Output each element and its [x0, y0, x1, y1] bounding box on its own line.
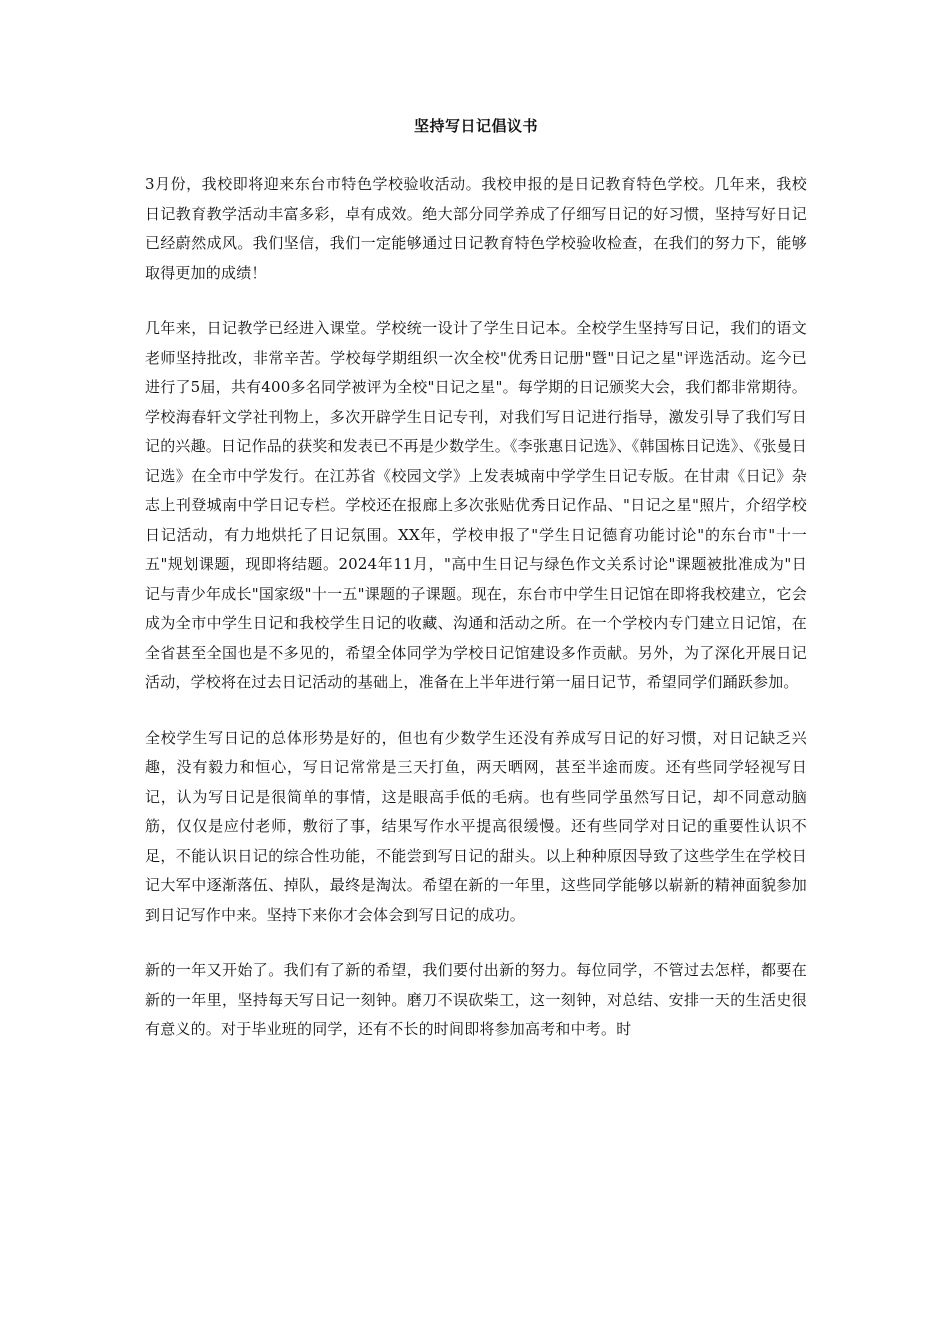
document-page	[145, 0, 807, 1344]
paragraph-1: 3月份，我校即将迎来东台市特色学校验收活动。我校申报的是日记教育特色学校。几年来，我校日记教育教学活动丰富多彩，卓有成效。绝大部分同学养成了仔细写日记的好习惯，坚持写好日记已经蔚然成风。我们坚信，我们一定能够通过日记教育特色学校验收检查，在我们的努力下，能够取得更加的成绩！	[145, 175, 807, 282]
paragraph-2: 几年来，日记教学已经进入课堂。学校统一设计了学生日记本。全校学生坚持写日记，我们的语文老师坚持批改，非常辛苦。学校每学期组织一次全校"优秀日记册"暨"日记之星"评选活动。迄今已进行了5届，共有400多名同学被评为全校"日记之星"。每学期的日记颁奖大会，我们都非常期待。学校海春轩文学社刊物上，多次开辟学生日记专刊，对我们写日记进行指导，激发引导了我们写日记的兴趣。日记作品的获奖和发表已不再是少数学生。《李张惠日记选》、《韩国栋日记选》、《张曼日记选》在全市中学发行。在江苏省《校园文学》上发表城南中学学生日记专版。在甘肃《日记》杂志上刊登城南中学日记专栏。学校还在报廊上多次张贴优秀日记作品、"日记之星"照片，介绍学校日记活动，有力地烘托了日记氛围。XX年，学校申报了"学生日记德育功能讨论"的东台市"十一五"规划课题，现即将结题。2024年11月，"高中生日记与绿色作文关系讨论"课题被批准成为"日记与青少年成长"国家级"十一五"课题的子课题。现在，东台市中学生日记馆在即将我校建立，它会成为全市中学生日记和我校学生日记的收藏、沟通和活动之所。在一个学校内专门建立日记馆，在全省甚至全国也是不多见的，希望全体同学为学校日记馆建设多作贡献。另外，为了深化开展日记活动，学校将在过去日记活动的基础上，准备在上半年进行第一届日记节，希望同学们踊跃参加。	[145, 319, 807, 691]
document-title: 坚持写日记倡议书	[413, 117, 538, 135]
paragraph-3: 全校学生写日记的总体形势是好的，但也有少数学生还没有养成写日记的好习惯，对日记缺乏兴趣，没有毅力和恒心，写日记常常是三天打鱼，两天晒网，甚至半途而废。还有些同学轻视写日记，认为写日记是很简单的事情，这是眼高手低的毛病。也有些同学虽然写日记，却不同意动脑筋，仅仅是应付老师，敷衍了事，结果写作水平提高很缓慢。还有些同学对日记的重要性认识不足，不能认识日记的综合性功能，不能尝到写日记的甜头。以上种种原因导致了这些学生在学校日记大军中逐渐落伍、掉队，最终是淘汰。希望在新的一年里，这些同学能够以崭新的精神面貌参加到日记写作中来。坚持下来你才会体会到写日记的成功。	[145, 728, 807, 924]
document-body	[145, 170, 807, 1071]
paragraph-4: 新的一年又开始了。我们有了新的希望，我们要付出新的努力。每位同学，不管过去怎样，都要在新的一年里，坚持每天写日记一刻钟。磨刀不误砍柴工，这一刻钟，对总结、安排一天的生活史很有意义的。对于毕业班的同学，还有不长的时间即将参加高考和中考。时	[145, 961, 807, 1038]
